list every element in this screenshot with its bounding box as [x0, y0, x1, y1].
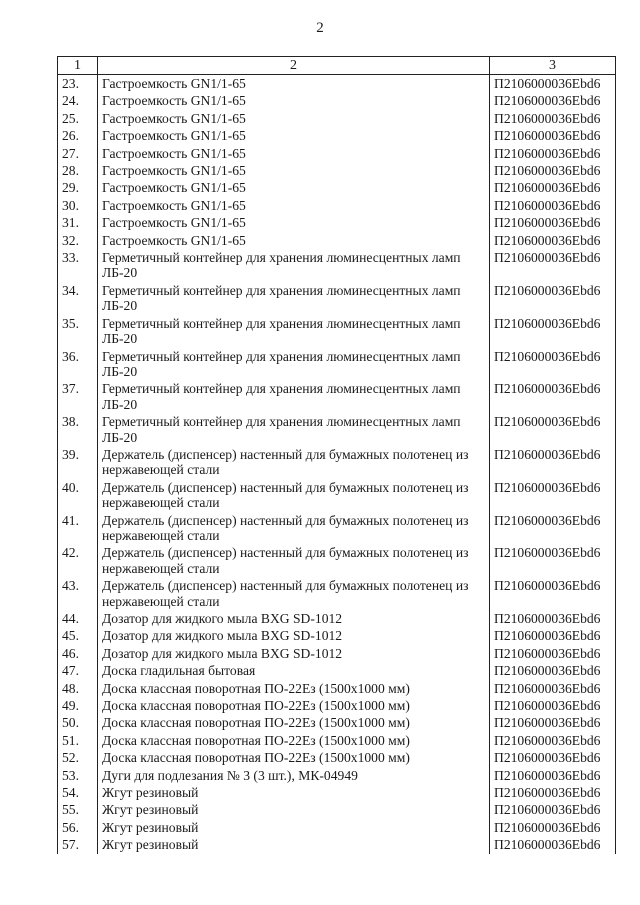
item-name: Герметичный контейнер для хранения люминесцентных ламп ЛБ-20 — [98, 380, 490, 413]
inventory-code: П2106000036Ebd6 — [490, 801, 616, 818]
row-number: 24. — [58, 92, 98, 109]
row-number: 53. — [58, 767, 98, 784]
table-row — [58, 732, 616, 749]
item-name: Держатель (диспенсер) настенный для бумажных полотенец из нержавеющей стали — [98, 577, 490, 610]
inventory-code: П2106000036Ebd6 — [490, 249, 616, 282]
inventory-code: П2106000036Ebd6 — [490, 784, 616, 801]
table-header — [58, 57, 616, 75]
item-name: Доска классная поворотная ПО-22Ез (1500х1000 мм) — [98, 714, 490, 731]
inventory-code: П2106000036Ebd6 — [490, 315, 616, 348]
table-row — [58, 413, 616, 446]
column-header-3: 3 — [490, 57, 616, 75]
item-name: Держатель (диспенсер) настенный для бумажных полотенец из нержавеющей стали — [98, 512, 490, 545]
row-number: 35. — [58, 315, 98, 348]
column-header-1: 1 — [58, 57, 98, 75]
item-name: Гастроемкость GN1/1-65 — [98, 232, 490, 249]
item-name: Жгут резиновый — [98, 784, 490, 801]
inventory-code: П2106000036Ebd6 — [490, 197, 616, 214]
inventory-code: П2106000036Ebd6 — [490, 92, 616, 109]
table-body — [58, 75, 616, 854]
row-number: 34. — [58, 282, 98, 315]
row-number: 30. — [58, 197, 98, 214]
table-row — [58, 282, 616, 315]
item-name: Жгут резиновый — [98, 801, 490, 818]
inventory-code: П2106000036Ebd6 — [490, 282, 616, 315]
item-name: Гастроемкость GN1/1-65 — [98, 75, 490, 93]
item-name: Герметичный контейнер для хранения люминесцентных ламп ЛБ-20 — [98, 249, 490, 282]
row-number: 45. — [58, 627, 98, 644]
item-name: Доска классная поворотная ПО-22Ез (1500х1000 мм) — [98, 732, 490, 749]
table-row — [58, 801, 616, 818]
table-row — [58, 380, 616, 413]
item-name: Гастроемкость GN1/1-65 — [98, 179, 490, 196]
row-number: 48. — [58, 680, 98, 697]
row-number: 37. — [58, 380, 98, 413]
table-row — [58, 127, 616, 144]
row-number: 31. — [58, 214, 98, 231]
row-number: 40. — [58, 479, 98, 512]
table-row — [58, 75, 616, 93]
item-name: Гастроемкость GN1/1-65 — [98, 145, 490, 162]
table-row — [58, 544, 616, 577]
inventory-code: П2106000036Ebd6 — [490, 232, 616, 249]
column-header-2: 2 — [98, 57, 490, 75]
item-name: Гастроемкость GN1/1-65 — [98, 127, 490, 144]
inventory-code: П2106000036Ebd6 — [490, 819, 616, 836]
item-name: Герметичный контейнер для хранения люминесцентных ламп ЛБ-20 — [98, 348, 490, 381]
table-row — [58, 697, 616, 714]
table-row — [58, 662, 616, 679]
inventory-code: П2106000036Ebd6 — [490, 380, 616, 413]
inventory-code: П2106000036Ebd6 — [490, 127, 616, 144]
inventory-code: П2106000036Ebd6 — [490, 214, 616, 231]
row-number: 54. — [58, 784, 98, 801]
item-name: Доска классная поворотная ПО-22Ез (1500х1000 мм) — [98, 697, 490, 714]
inventory-table — [57, 56, 616, 854]
item-name: Доска гладильная бытовая — [98, 662, 490, 679]
inventory-code: П2106000036Ebd6 — [490, 627, 616, 644]
row-number: 23. — [58, 75, 98, 93]
row-number: 50. — [58, 714, 98, 731]
inventory-code: П2106000036Ebd6 — [490, 479, 616, 512]
table-row — [58, 110, 616, 127]
inventory-code: П2106000036Ebd6 — [490, 749, 616, 766]
item-name: Доска классная поворотная ПО-22Ез (1500х1000 мм) — [98, 749, 490, 766]
table-row — [58, 784, 616, 801]
inventory-code: П2106000036Ebd6 — [490, 446, 616, 479]
row-number: 43. — [58, 577, 98, 610]
item-name: Гастроемкость GN1/1-65 — [98, 214, 490, 231]
table-row — [58, 749, 616, 766]
item-name: Гастроемкость GN1/1-65 — [98, 110, 490, 127]
row-number: 39. — [58, 446, 98, 479]
table-row — [58, 512, 616, 545]
inventory-code: П2106000036Ebd6 — [490, 577, 616, 610]
row-number: 52. — [58, 749, 98, 766]
table-row — [58, 145, 616, 162]
table-row — [58, 179, 616, 196]
inventory-code: П2106000036Ebd6 — [490, 179, 616, 196]
item-name: Герметичный контейнер для хранения люминесцентных ламп ЛБ-20 — [98, 413, 490, 446]
row-number: 56. — [58, 819, 98, 836]
item-name: Держатель (диспенсер) настенный для бумажных полотенец из нержавеющей стали — [98, 446, 490, 479]
row-number: 47. — [58, 662, 98, 679]
row-number: 25. — [58, 110, 98, 127]
item-name: Гастроемкость GN1/1-65 — [98, 162, 490, 179]
row-number: 33. — [58, 249, 98, 282]
page-number: 2 — [316, 20, 324, 36]
table-row — [58, 627, 616, 644]
inventory-code: П2106000036Ebd6 — [490, 645, 616, 662]
item-name: Герметичный контейнер для хранения люминесцентных ламп ЛБ-20 — [98, 315, 490, 348]
row-number: 41. — [58, 512, 98, 545]
inventory-code: П2106000036Ebd6 — [490, 836, 616, 853]
inventory-code: П2106000036Ebd6 — [490, 348, 616, 381]
item-name: Дозатор для жидкого мыла BXG SD-1012 — [98, 610, 490, 627]
table-row — [58, 197, 616, 214]
item-name: Гастроемкость GN1/1-65 — [98, 92, 490, 109]
table-row — [58, 232, 616, 249]
row-number: 36. — [58, 348, 98, 381]
inventory-code: П2106000036Ebd6 — [490, 110, 616, 127]
inventory-code: П2106000036Ebd6 — [490, 732, 616, 749]
row-number: 51. — [58, 732, 98, 749]
item-name: Жгут резиновый — [98, 836, 490, 853]
row-number: 49. — [58, 697, 98, 714]
inventory-code: П2106000036Ebd6 — [490, 610, 616, 627]
inventory-code: П2106000036Ebd6 — [490, 75, 616, 93]
inventory-code: П2106000036Ebd6 — [490, 767, 616, 784]
inventory-code: П2106000036Ebd6 — [490, 145, 616, 162]
item-name: Дозатор для жидкого мыла BXG SD-1012 — [98, 627, 490, 644]
table-row — [58, 714, 616, 731]
table-row — [58, 767, 616, 784]
table-row — [58, 610, 616, 627]
item-name: Гастроемкость GN1/1-65 — [98, 197, 490, 214]
row-number: 26. — [58, 127, 98, 144]
table-row — [58, 315, 616, 348]
table-row — [58, 819, 616, 836]
inventory-code: П2106000036Ebd6 — [490, 413, 616, 446]
row-number: 55. — [58, 801, 98, 818]
row-number: 57. — [58, 836, 98, 853]
table-row — [58, 92, 616, 109]
item-name: Доска классная поворотная ПО-22Ез (1500х1000 мм) — [98, 680, 490, 697]
row-number: 44. — [58, 610, 98, 627]
item-name: Дуги для подлезания № 3 (3 шт.), МК-04949 — [98, 767, 490, 784]
table-row — [58, 680, 616, 697]
row-number: 27. — [58, 145, 98, 162]
row-number: 46. — [58, 645, 98, 662]
row-number: 29. — [58, 179, 98, 196]
item-name: Держатель (диспенсер) настенный для бумажных полотенец из нержавеющей стали — [98, 544, 490, 577]
item-name: Дозатор для жидкого мыла BXG SD-1012 — [98, 645, 490, 662]
row-number: 42. — [58, 544, 98, 577]
item-name: Жгут резиновый — [98, 819, 490, 836]
item-name: Держатель (диспенсер) настенный для бумажных полотенец из нержавеющей стали — [98, 479, 490, 512]
table-row — [58, 836, 616, 853]
inventory-code: П2106000036Ebd6 — [490, 697, 616, 714]
table-row — [58, 214, 616, 231]
row-number: 32. — [58, 232, 98, 249]
table-row — [58, 249, 616, 282]
table-row — [58, 645, 616, 662]
item-name: Герметичный контейнер для хранения люминесцентных ламп ЛБ-20 — [98, 282, 490, 315]
table-row — [58, 162, 616, 179]
row-number: 28. — [58, 162, 98, 179]
inventory-code: П2106000036Ebd6 — [490, 662, 616, 679]
table-row — [58, 577, 616, 610]
inventory-code: П2106000036Ebd6 — [490, 162, 616, 179]
table-row — [58, 479, 616, 512]
inventory-code: П2106000036Ebd6 — [490, 680, 616, 697]
inventory-code: П2106000036Ebd6 — [490, 544, 616, 577]
table-row — [58, 348, 616, 381]
table-row — [58, 446, 616, 479]
inventory-code: П2106000036Ebd6 — [490, 512, 616, 545]
row-number: 38. — [58, 413, 98, 446]
inventory-code: П2106000036Ebd6 — [490, 714, 616, 731]
